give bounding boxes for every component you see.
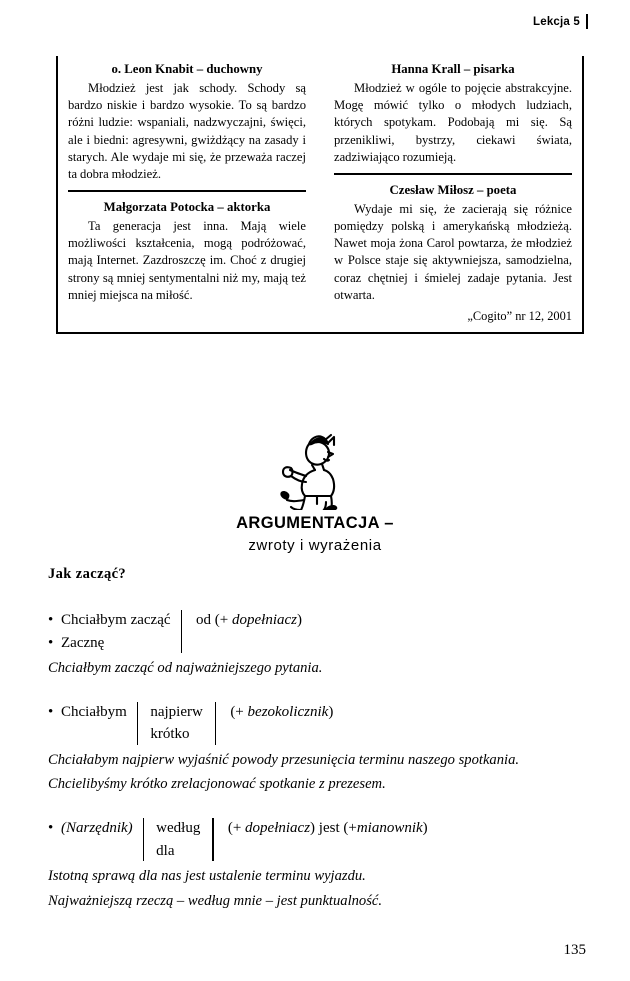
bullet-icon: • — [48, 703, 54, 720]
quote-title: Hanna Krall – pisarka — [391, 62, 515, 76]
quote-block — [334, 173, 572, 324]
bullet-icon: • — [48, 612, 54, 628]
quote-body: Młodzież jest jak schody. Schody są bardzo niskie i bardzo wysokie. To są bardzo różni ludzie: wspaniali, nadzwyczajni, święci, ale i biedni: agresywni, gwiżdżący na zasady i starych. Ale wydaje mi się, że przeważa raczej ta dobra młodzież. — [68, 80, 306, 181]
section-title-sub: zwroty i wyrażenia — [248, 536, 382, 554]
pattern-row — [48, 701, 588, 746]
pattern-tail-italic: mianownik — [356, 820, 423, 837]
quote-body: Ta generacja jest inna. Mają wiele możliwości kształcenia, mogą podróżować, mają Internet. Zazdroszczę im. Choć z drugiej strony są mniej sentymentalni niż my, mają też mniej miejsca na miłość. — [68, 219, 306, 302]
running-head — [533, 14, 588, 29]
quote-block — [334, 56, 572, 166]
pattern-tail-text: od (+ — [196, 612, 232, 628]
pattern-middle-text: najpierw — [150, 703, 203, 720]
pattern-bullet-line — [48, 701, 127, 724]
pattern-middle-text: według — [156, 820, 201, 837]
bullet-icon: • — [48, 634, 54, 651]
pattern-group — [48, 609, 588, 679]
pattern-bullet-line — [48, 817, 133, 840]
pattern-example: Chciałabym najpierw wyjaśnić powody przesunięcia terminu naszego spotkania. — [48, 751, 520, 768]
pattern-bullet-line — [48, 632, 171, 655]
quote-block — [68, 190, 306, 304]
pattern-row — [48, 817, 588, 862]
pattern-tail-italic: dopełniacz — [245, 820, 311, 837]
pattern-tail — [214, 817, 428, 862]
pattern-tail-text: ) — [422, 820, 428, 837]
running-boy-icon — [262, 432, 374, 510]
pattern-tail — [216, 701, 333, 746]
pattern-tail-text: (+ — [227, 820, 246, 837]
pattern-tail-text: ) — [328, 703, 334, 720]
pattern-tail — [182, 609, 302, 654]
pattern-example: Istotną sprawą dla nas jest ustalenie terminu wyjazdu. — [48, 868, 366, 885]
pattern-middle-text: krótko — [150, 726, 190, 743]
pattern-middle — [144, 817, 212, 862]
quote-block — [68, 56, 306, 183]
pattern-bullet-text: Chciałbym zacząć — [61, 612, 171, 628]
quote-body: Młodzież w ogóle to pojęcie abstrakcyjne. Mogę mówić tylko o młodych ludziach, których spotykam. Podobają mi się. Są przenikliwi, bystrzy, ciekawi świata, zadziwiająco rozumieją. — [334, 80, 572, 164]
pattern-bullets — [48, 817, 143, 862]
pattern-example: Najważniejszą rzeczą – według mnie – jest punktualność. — [48, 892, 383, 909]
pattern-group — [48, 817, 588, 911]
quote-source: „Cogito” nr 12, 2001 — [467, 309, 572, 324]
pattern-tail-text: (+ — [230, 703, 248, 720]
page-number: 135 — [563, 942, 586, 958]
pattern-tail-italic: dopełniacz — [232, 612, 297, 628]
pattern-tail-text: ) jest (+ — [310, 820, 357, 837]
running-head-label: Lekcja 5 — [533, 15, 580, 28]
pattern-tail-text: ) — [297, 612, 302, 628]
pattern-bullet-line — [48, 609, 171, 632]
pattern-middle-text: dla — [156, 842, 175, 859]
pattern-row — [48, 609, 588, 654]
quote-title: o. Leon Knabit – duchowny — [111, 62, 263, 76]
running-head-rule — [586, 14, 588, 29]
bullet-icon: • — [48, 820, 54, 837]
pattern-bullets — [48, 609, 181, 654]
quote-title: Małgorzata Potocka – aktorka — [103, 200, 271, 215]
pattern-group — [48, 701, 588, 795]
exercise-heading: Jak zacząć? — [48, 566, 127, 582]
quote-title: Czesław Miłosz – poeta — [389, 182, 517, 197]
quote-column-right — [320, 56, 582, 332]
pattern-tail-italic: bezokolicznik — [247, 703, 329, 720]
quote-box — [56, 56, 584, 334]
pattern-bullet-text: Chciałbym — [61, 703, 127, 720]
section-title-main: ARGUMENTACJA – — [236, 514, 394, 532]
pattern-bullets — [48, 701, 137, 746]
pattern-middle — [138, 701, 214, 746]
pattern-example: Chcielibyśmy krótko zrelacjonować spotkanie z prezesem. — [48, 776, 386, 793]
quote-body: Wydaje mi się, że zacierają się różnice pomiędzy polską i amerykańską młodzieżą. Nawet moja żona Carol powtarza, że młodzież w Polsce staje się aktywniejsza, samodzielna, coraz chętniej i śmielej zadaje pytania. Jest otwarta. — [334, 201, 572, 302]
pattern-example: Chciałbym zacząć od najważniejszego pytania. — [48, 660, 323, 676]
pattern-bullet-text: Zacznę — [61, 634, 105, 651]
pattern-bullet-text: (Narzędnik) — [61, 820, 133, 837]
section-title — [0, 513, 630, 555]
exercise-body — [48, 566, 588, 932]
quote-column-left — [58, 56, 320, 332]
